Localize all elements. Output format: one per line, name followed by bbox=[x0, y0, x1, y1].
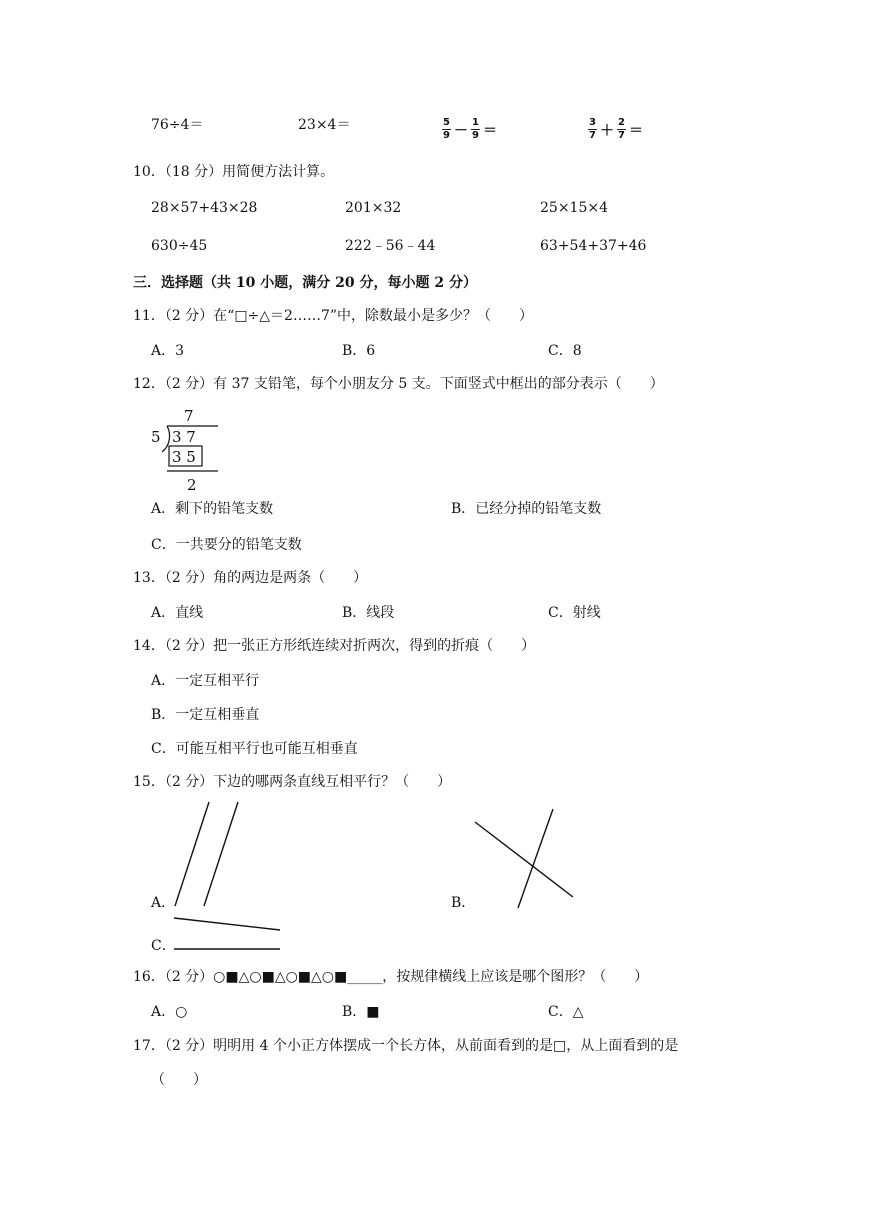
q12-option-b[interactable]: B．已经分掉的铅笔支数 bbox=[451, 501, 602, 517]
division-product: 3 5 bbox=[172, 448, 196, 466]
numerator: 3 bbox=[589, 117, 596, 128]
q14-title: 14．（2 分）把一张正方形纸连续对折两次，得到的折痕（ ） bbox=[133, 638, 536, 654]
q12-option-c[interactable]: C．一共要分的铅笔支数 bbox=[151, 537, 302, 553]
figure-a-lines bbox=[170, 800, 245, 910]
oral-item-2: 23×4＝ bbox=[298, 117, 351, 133]
q10-expression: 25×15×4 bbox=[540, 200, 608, 216]
q11-title: 11．（2 分）在“□÷△＝2……7”中，除数最小是多少？（ ） bbox=[133, 308, 534, 324]
figure-b-lines bbox=[470, 805, 580, 910]
q12-title: 12．（2 分）有 37 支铅笔，每个小朋友分 5 支。下面竖式中框出的部分表示（ ） bbox=[133, 376, 664, 392]
denominator: 9 bbox=[471, 130, 479, 141]
q17-title: 17．（2 分）明明用 4 个小正方体摆成一个长方体，从前面看到的是□，从上面看到的是 bbox=[133, 1038, 679, 1054]
q10-expression: 63+54+37+46 bbox=[540, 238, 647, 254]
q10-expression: 630÷45 bbox=[151, 238, 208, 254]
q14-option-b[interactable]: B．一定互相垂直 bbox=[151, 707, 260, 723]
q15-title: 15．（2 分）下边的哪两条直线互相平行？（ ） bbox=[133, 774, 452, 790]
q16-title: 16．（2 分）○■△○■△○■△○■_____，按规律横线上应该是哪个图形？（ ） bbox=[133, 969, 649, 985]
fraction-expression-2 bbox=[588, 118, 646, 141]
q11-option-c[interactable]: C．8 bbox=[548, 343, 582, 359]
q10-expression: 222﹣56﹣44 bbox=[345, 238, 436, 254]
oral-item-1: 76÷4＝ bbox=[151, 117, 204, 133]
figure-c-lines bbox=[172, 912, 284, 954]
division-remainder: 2 bbox=[187, 476, 197, 494]
equals: ＝ bbox=[628, 122, 643, 139]
q11-option-b[interactable]: B．6 bbox=[342, 343, 376, 359]
q17-answer-paren: （ ） bbox=[151, 1072, 207, 1088]
q14-option-a[interactable]: A．一定互相平行 bbox=[151, 673, 260, 689]
section-heading: 三．选择题（共 10 小题，满分 20 分，每小题 2 分） bbox=[133, 275, 477, 291]
numerator: 1 bbox=[471, 117, 479, 128]
operator: － bbox=[453, 122, 468, 139]
q16-option-c[interactable]: C．△ bbox=[548, 1004, 584, 1020]
q13-title: 13．（2 分）角的两边是两条（ ） bbox=[133, 570, 368, 586]
division-quotient: 7 bbox=[184, 407, 194, 425]
denominator: 7 bbox=[589, 130, 596, 141]
division-divisor: 5 bbox=[151, 428, 161, 446]
long-division-diagram bbox=[150, 405, 225, 497]
q15-option-c[interactable]: C． bbox=[151, 938, 176, 954]
q10-expression: 201×32 bbox=[345, 200, 402, 216]
q10-title: 10．（18 分）用简便方法计算。 bbox=[133, 164, 335, 180]
q12-option-a[interactable]: A．剩下的铅笔支数 bbox=[151, 501, 274, 517]
q10-expression: 28×57+43×28 bbox=[151, 200, 258, 216]
numerator: 2 bbox=[617, 117, 625, 128]
q14-option-c[interactable]: C．可能互相平行也可能互相垂直 bbox=[151, 741, 358, 757]
q16-option-a[interactable]: A．○ bbox=[151, 1004, 188, 1020]
division-dividend: 3 7 bbox=[172, 428, 196, 446]
q15-option-b[interactable]: B． bbox=[451, 895, 476, 911]
q13-option-c[interactable]: C．射线 bbox=[548, 605, 601, 621]
q13-option-a[interactable]: A．直线 bbox=[151, 605, 204, 621]
operator: ＋ bbox=[599, 122, 614, 139]
q13-option-b[interactable]: B．线段 bbox=[342, 605, 395, 621]
equals: ＝ bbox=[482, 122, 497, 139]
q15-option-a[interactable]: A． bbox=[151, 895, 176, 911]
q11-option-a[interactable]: A．3 bbox=[151, 343, 185, 359]
numerator: 5 bbox=[443, 117, 450, 128]
denominator: 7 bbox=[617, 130, 625, 141]
q16-option-b[interactable]: B．■ bbox=[342, 1004, 380, 1020]
denominator: 9 bbox=[443, 130, 450, 141]
fraction-expression-1 bbox=[442, 118, 500, 141]
